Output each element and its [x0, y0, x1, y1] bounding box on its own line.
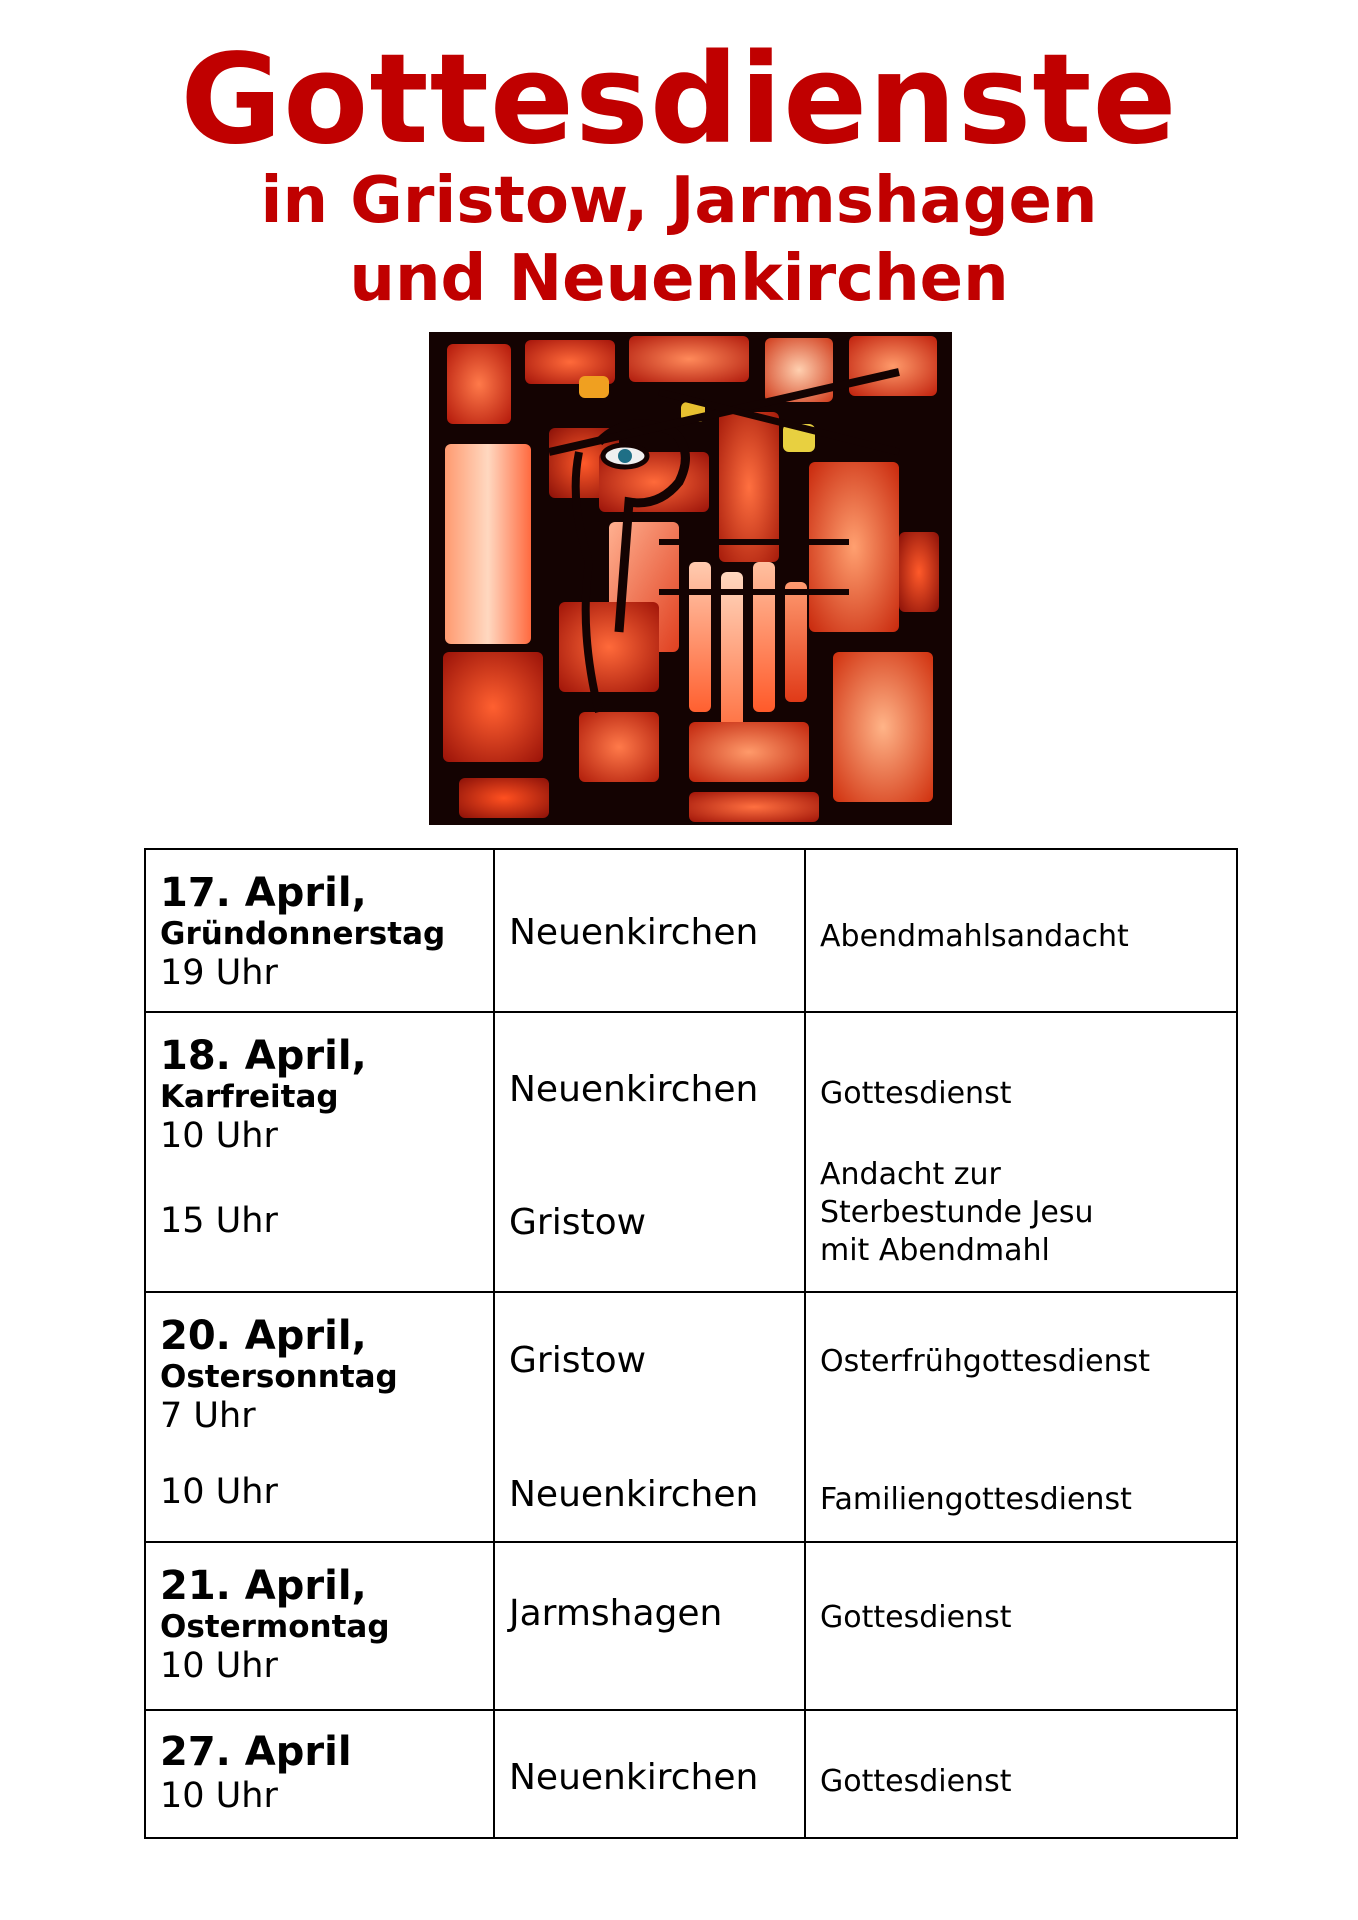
place-label: Neuenkirchen	[509, 1069, 759, 1110]
time-label: 15 Uhr	[160, 1201, 278, 1241]
time-label: 10 Uhr	[160, 1776, 278, 1816]
subtitle-line-1: in Gristow, Jarmshagen	[260, 164, 1098, 238]
place-label: Gristow	[509, 1202, 647, 1243]
date-label: 20. April,	[160, 1313, 367, 1359]
date-label: 18. April,	[160, 1033, 367, 1079]
service-label: Familiengottesdienst	[820, 1482, 1132, 1517]
table-row	[145, 1542, 1237, 1710]
service-cell	[805, 1292, 1237, 1542]
service-cell	[805, 1710, 1237, 1838]
subtitle-line-2: und Neuenkirchen	[349, 242, 1009, 316]
date-cell	[145, 849, 494, 1012]
service-label: Gottesdienst	[820, 1076, 1012, 1111]
service-schedule-table	[144, 848, 1238, 1839]
time-label: 7 Uhr	[160, 1396, 256, 1436]
date-label: 17. April,	[160, 870, 367, 916]
day-label: Ostersonntag	[160, 1359, 398, 1395]
service-label: mit Abendmahl	[820, 1233, 1050, 1268]
service-cell	[805, 1542, 1237, 1710]
day-label: Gründonnerstag	[160, 916, 446, 952]
day-label: Ostermontag	[160, 1609, 390, 1645]
place-label: Gristow	[509, 1340, 647, 1381]
time-label: 10 Uhr	[160, 1646, 278, 1686]
date-label: 27. April	[160, 1729, 352, 1775]
page-title: Gottesdienste	[180, 28, 1178, 172]
table-row	[145, 1710, 1237, 1838]
place-label: Neuenkirchen	[509, 1474, 759, 1515]
place-label: Neuenkirchen	[509, 1757, 759, 1798]
date-label: 21. April,	[160, 1563, 367, 1609]
service-cell	[805, 1012, 1237, 1292]
place-cell	[494, 1542, 805, 1710]
table-row	[145, 1012, 1237, 1292]
place-cell	[494, 1012, 805, 1292]
place-label: Neuenkirchen	[509, 912, 759, 953]
place-cell	[494, 1710, 805, 1838]
place-cell	[494, 849, 805, 1012]
time-label: 19 Uhr	[160, 953, 278, 993]
date-cell	[145, 1542, 494, 1710]
service-label: Abendmahlsandacht	[820, 919, 1129, 954]
service-cell	[805, 849, 1237, 1012]
time-label: 10 Uhr	[160, 1116, 278, 1156]
service-label: Osterfrühgottesdienst	[820, 1344, 1150, 1379]
table-row	[145, 849, 1237, 1012]
day-label: Karfreitag	[160, 1079, 339, 1115]
table-row	[145, 1292, 1237, 1542]
time-label: 10 Uhr	[160, 1472, 278, 1512]
date-cell	[145, 1710, 494, 1838]
stained-glass-lamb-icon	[429, 332, 952, 825]
service-label: Gottesdienst	[820, 1764, 1012, 1799]
place-cell	[494, 1292, 805, 1542]
service-label: Sterbestunde Jesu	[820, 1195, 1094, 1230]
service-label: Andacht zur	[820, 1157, 1001, 1192]
place-label: Jarmshagen	[509, 1593, 723, 1634]
date-cell	[145, 1012, 494, 1292]
date-cell	[145, 1292, 494, 1542]
service-label: Gottesdienst	[820, 1600, 1012, 1635]
